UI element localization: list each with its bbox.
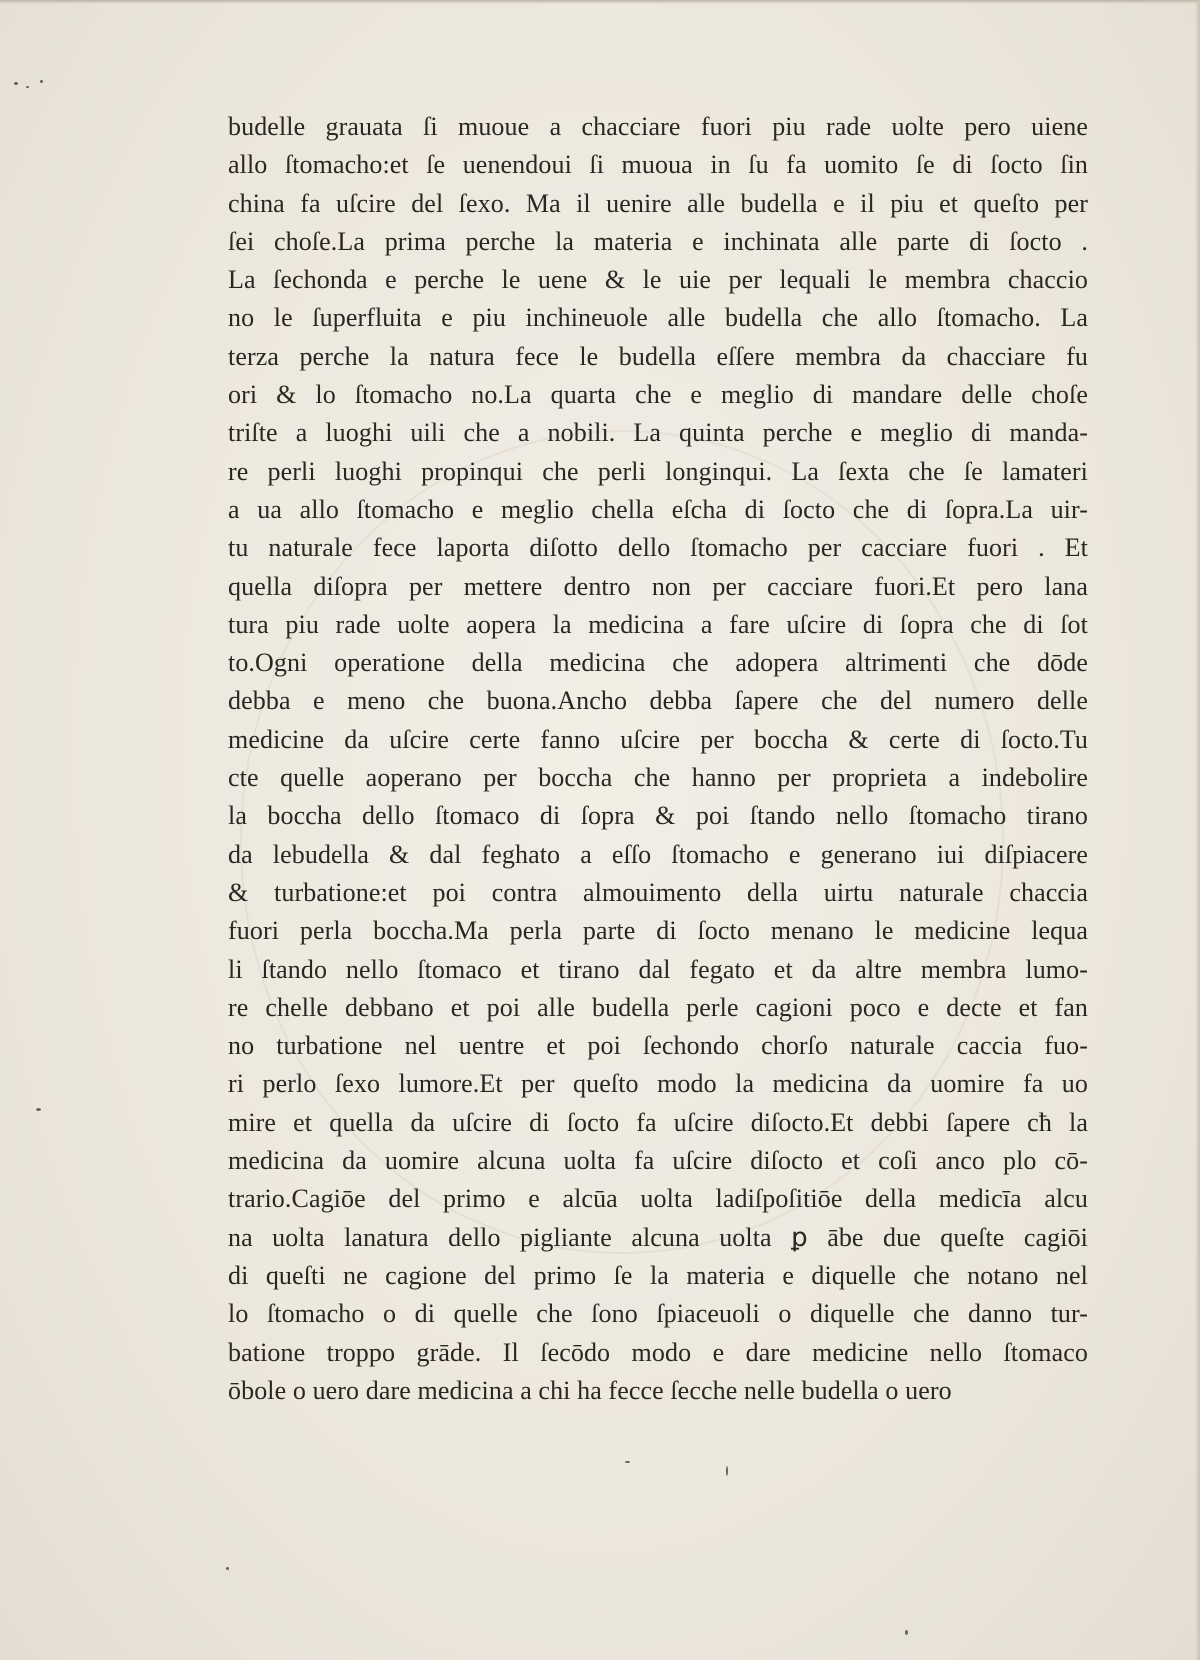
text-line: re perli luoghi propinqui che perli longinqui. La ſexta che ſe lamateri: [228, 456, 1088, 486]
paper-speck: [36, 1108, 41, 1111]
paper-speck: [226, 1567, 229, 1570]
text-line: ſei choſe.La prima perche la materia e inchinata alle parte di ſocto .: [228, 226, 1088, 256]
text-line: na uolta lanatura dello pigliante alcuna uolta ꝑ ābe due queſte cagiōi: [228, 1222, 1088, 1252]
text-line: debba e meno che buona.Ancho debba ſapere che del numero delle: [228, 686, 1088, 716]
text-line: ōbole o uero dare medicina a chi ha fecce ſecche nelle budella o uero: [228, 1375, 952, 1405]
text-line: triſte a luoghi uili che a nobili. La quinta perche e meglio di manda-: [228, 418, 1088, 448]
text-line: budelle grauata ſi muoue a chacciare fuori piu rade uolte pero uiene: [228, 112, 1088, 141]
paper-speck: [26, 86, 29, 88]
page-top-edge: [0, 0, 1200, 4]
text-line: medicina da uomire alcuna uolta fa uſcire diſocto et coſi anco plo cō-: [228, 1146, 1088, 1176]
text-line: di queſti ne cagione del primo ſe la materia e diquelle che notano nel: [228, 1260, 1088, 1290]
text-line: & turbatione:et poi contra almouimento della uirtu naturale chaccia: [228, 877, 1088, 907]
paper-speck: [726, 1466, 728, 1476]
text-line: tu naturale fece laporta diſotto dello ſtomacho per cacciare fuori . Et: [228, 533, 1088, 563]
text-line: terza perche la natura fece le budella eſſere membra da chacciare fu: [228, 341, 1088, 371]
text-line: ori & lo ſtomacho no.La quarta che e meglio di mandare delle choſe: [228, 380, 1088, 410]
text-line: batione troppo grāde. Il ſecōdo modo e dare medicine nello ſtomaco: [228, 1337, 1088, 1367]
text-line: cte quelle aoperano per boccha che hanno per proprieta a indebolire: [228, 763, 1088, 793]
text-line: re chelle debbano et poi alle budella perle cagioni poco e decte et fan: [228, 992, 1088, 1022]
text-line: no turbatione nel uentre et poi ſechondo chorſo naturale caccia fuo-: [228, 1031, 1088, 1061]
text-line: tura piu rade uolte aopera la medicina a fare uſcire di ſopra che di ſot: [228, 609, 1088, 639]
paper-speck: [905, 1630, 908, 1635]
page-right-edge: [1195, 0, 1200, 1660]
text-line: medicine da uſcire certe fanno uſcire per boccha & certe di ſocto.Tu: [228, 724, 1088, 754]
text-line: lo ſtomacho o di quelle che ſono ſpiaceuoli o diquelle che danno tur-: [228, 1299, 1088, 1329]
text-line: allo ſtomacho:et ſe uenendoui ſi muoua in ſu fa uomito ſe di ſocto ſin: [228, 150, 1088, 180]
text-line: mire et quella da uſcire di ſocto fa uſcire diſocto.Et debbi ſapere cħ la: [228, 1107, 1088, 1137]
text-line: la boccha dello ſtomaco di ſopra & poi ſtando nello ſtomacho tirano: [228, 801, 1088, 831]
text-line: china fa uſcire del ſexo. Ma il uenire alle budella e il piu et queſto per: [228, 188, 1088, 218]
text-line: a ua allo ſtomacho e meglio chella eſcha di ſocto che di ſopra.La uir-: [228, 494, 1088, 524]
text-line: to.Ogni operatione della medicina che adopera altrimenti che dōde: [228, 648, 1088, 678]
text-line: trario.Cagiōe del primo e alcūa uolta ladiſpoſitiōe della medicīa alcu: [228, 1184, 1088, 1214]
paper-speck: [40, 80, 43, 83]
text-line: La ſechonda e perche le uene & le uie per lequali le membra chaccio: [228, 265, 1088, 295]
text-line: fuori perla boccha.Ma perla parte di ſocto menano le medicine lequa: [228, 916, 1088, 946]
paper-speck: [625, 1461, 630, 1463]
text-line: ri perlo ſexo lumore.Et per queſto modo la medicina da uomire fa uo: [228, 1069, 1088, 1099]
paper-speck: [14, 82, 18, 85]
text-line: no le ſuperfluita e piu inchineuole alle budella che allo ſtomacho. La: [228, 303, 1088, 333]
body-text: [228, 108, 1088, 1410]
text-line: quella diſopra per mettere dentro non per cacciare fuori.Et pero lana: [228, 571, 1088, 601]
text-line: li ſtando nello ſtomaco et tirano dal fegato et da altre membra lumo-: [228, 954, 1088, 984]
text-line: da lebudella & dal feghato a eſſo ſtomacho e generano iui diſpiacere: [228, 839, 1088, 869]
